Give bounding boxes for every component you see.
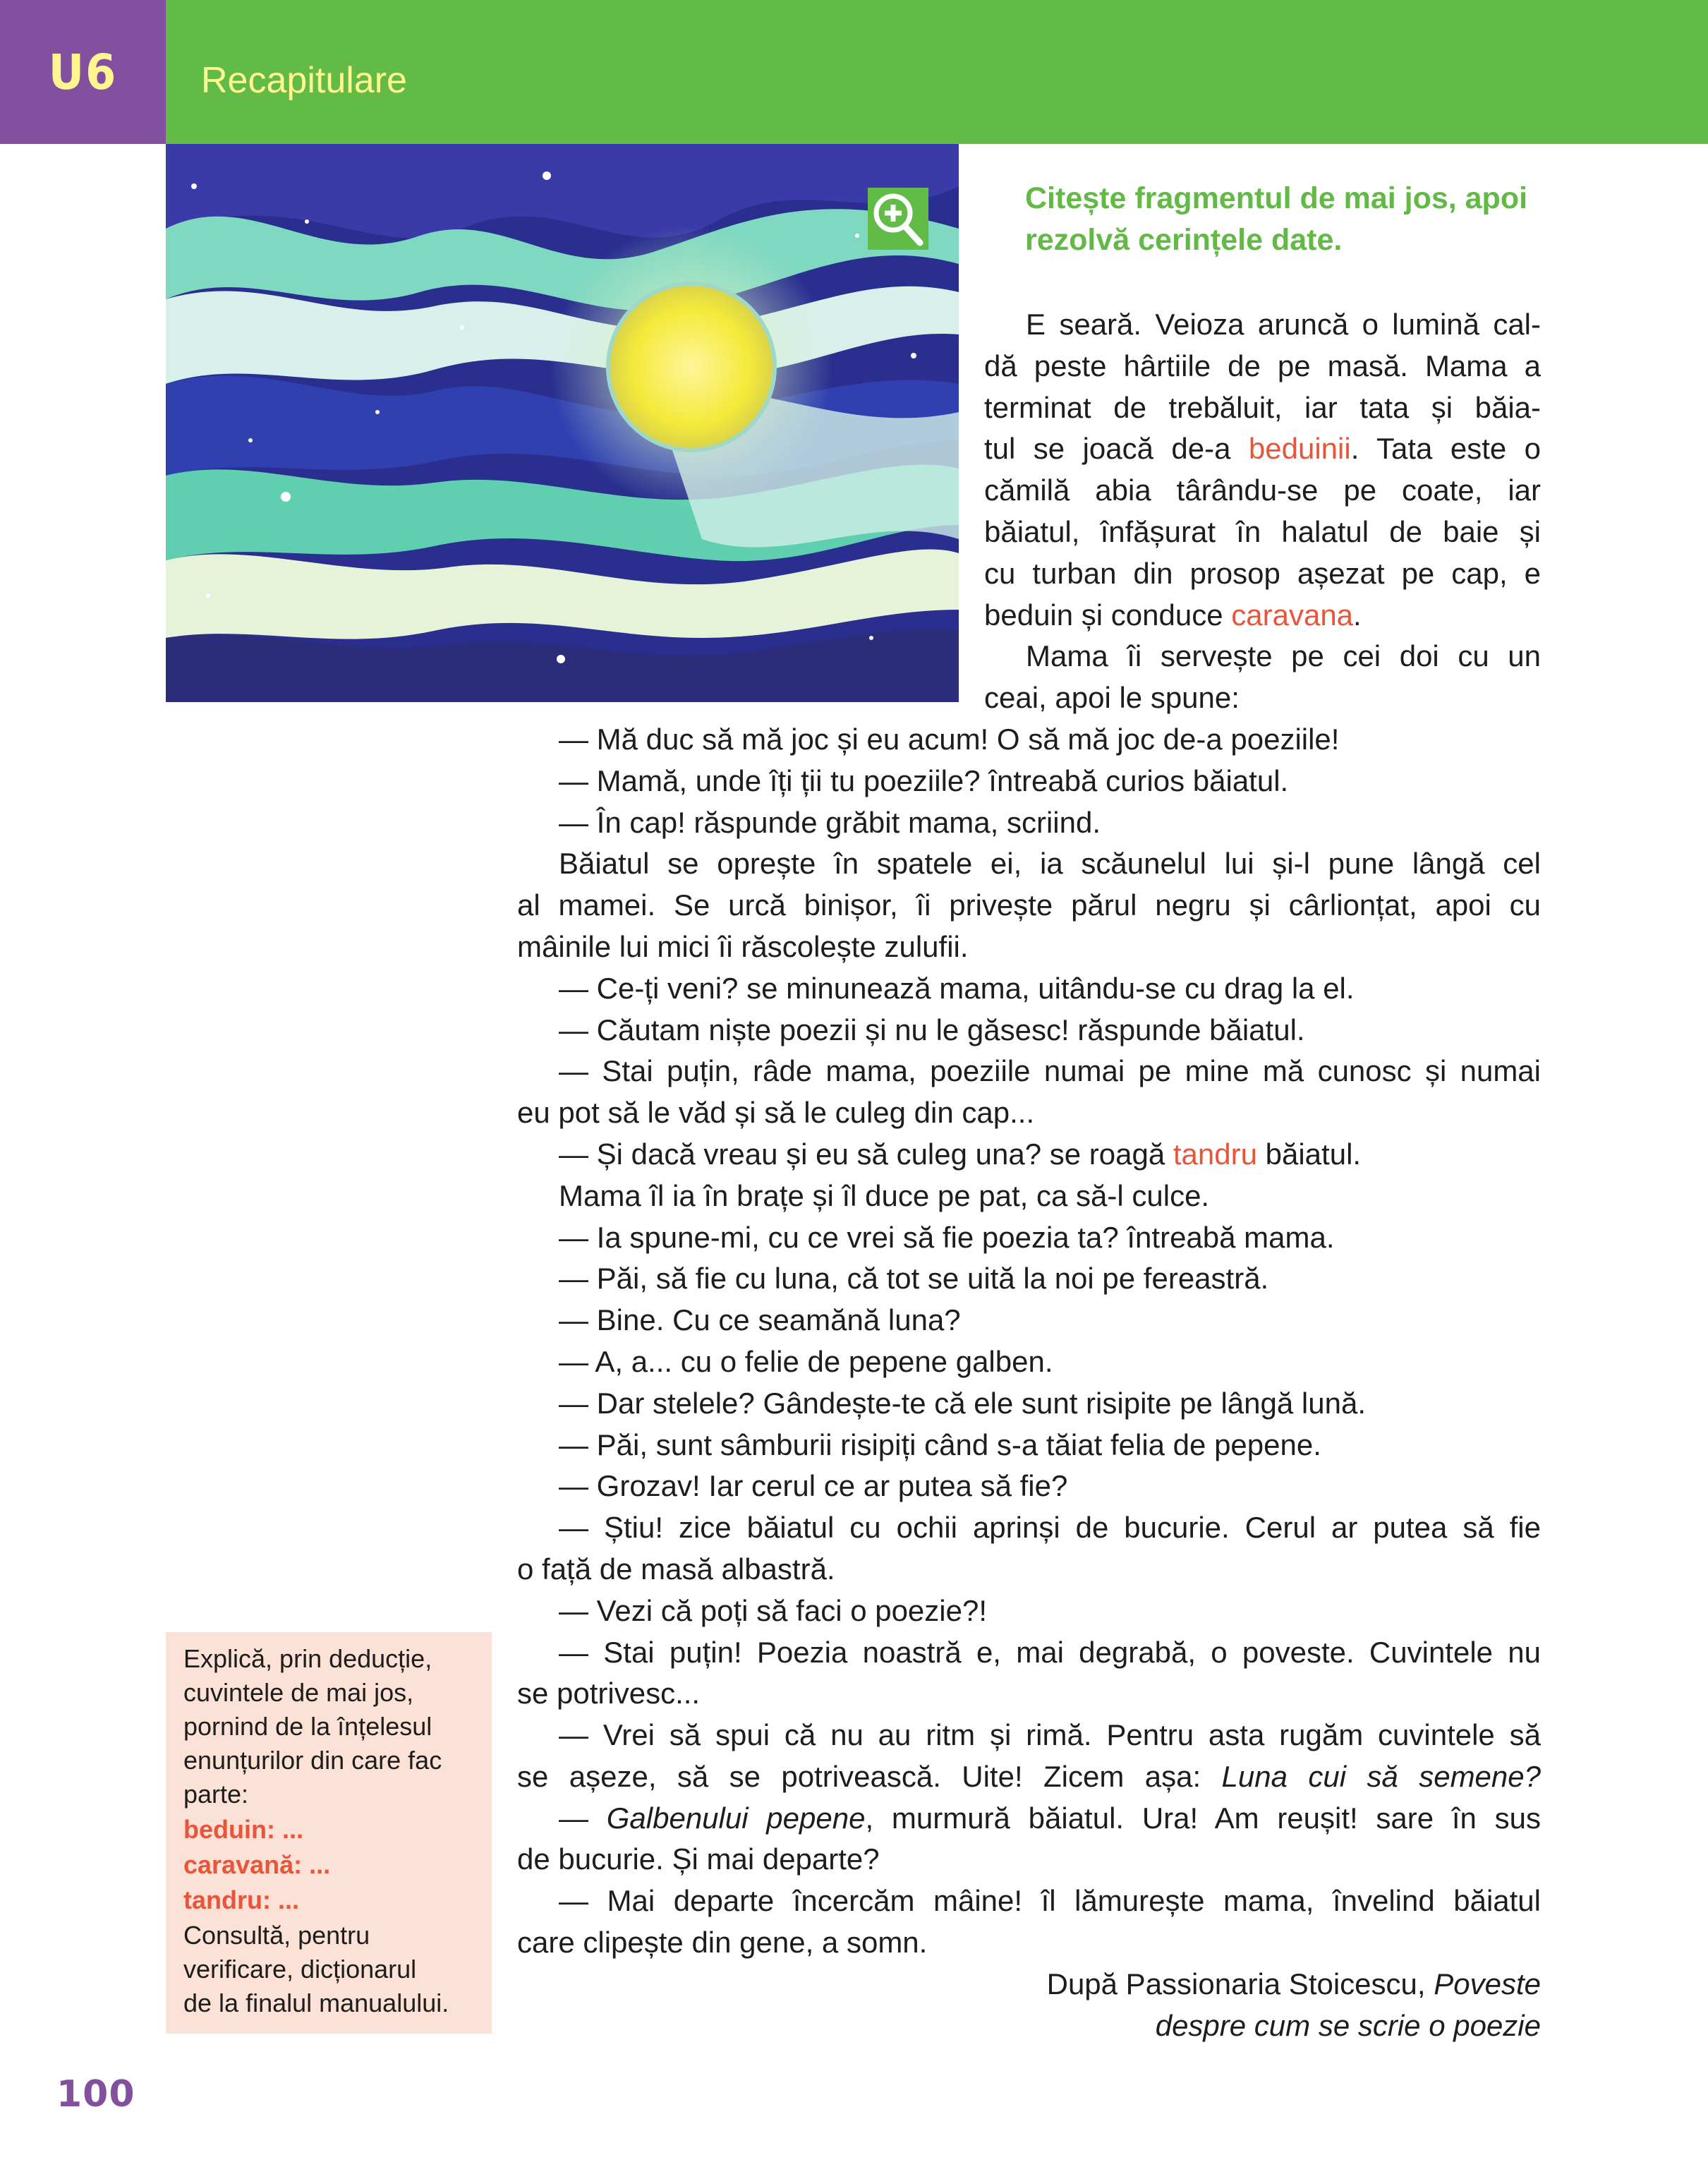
story-line: cămilă abia târându-se pe coate, iar	[984, 473, 1541, 507]
text: .	[1353, 598, 1362, 632]
box-text: Explică, prin deducție,	[183, 1644, 432, 1673]
text: tul se joacă de-a	[984, 432, 1249, 466]
story-line: — În cap! răspunde grăbit mama, scriind.	[559, 805, 1101, 839]
italic-verse: Luna cui să semene?	[1221, 1759, 1541, 1793]
story-line: băiatul, înfășurat în halatul de baie și	[984, 514, 1541, 548]
story-line: — Vrei să spui că nu au ritm și rimă. Pentru asta rugăm cuvintele să	[559, 1718, 1541, 1752]
text: . Tata este o	[1350, 432, 1541, 466]
story-line: eu pot să le văd și să le culeg din cap...	[517, 1096, 1035, 1130]
source-attribution	[517, 1964, 1541, 2005]
vocab-word-caravana: caravană: ...	[183, 1850, 331, 1879]
glossary-word-caravana: caravana	[1231, 598, 1354, 632]
story-line	[517, 1756, 1541, 1798]
header-bar	[166, 0, 1708, 144]
box-text: enunțurilor din care fac	[183, 1746, 442, 1775]
story-line: — Păi, sunt sâmburii risipiți când s-a tăiat felia de pepene.	[559, 1427, 1321, 1461]
story-line: — A, a... cu o felie de pepene galben.	[559, 1344, 1053, 1378]
story-line: mâinile lui mici îi răscolește zulufii.	[517, 929, 969, 963]
page-title: Recapitulare	[201, 60, 407, 101]
zoom-in-button[interactable]	[868, 188, 928, 250]
story-line: — Stai puțin, râde mama, poeziile numai pe mine mă cunosc și numai	[559, 1054, 1541, 1088]
glossary-word-tandru: tandru	[1173, 1137, 1257, 1171]
exercise-instruction	[1025, 178, 1561, 261]
instruction-line: Citește fragmentul de mai jos, apoi	[1025, 181, 1528, 215]
text: , murmură băiatul. Ura! Am reușit! sare în sus	[865, 1801, 1541, 1835]
story-line: — Ce-ți veni? se minunează mama, uitându-se cu drag la el.	[559, 971, 1355, 1005]
story-line: — Căutam niște poezii și nu le găsesc! răspunde băiatul.	[559, 1013, 1305, 1046]
box-text: parte:	[183, 1780, 249, 1809]
story-text	[517, 304, 1541, 2046]
text: —	[559, 1801, 607, 1835]
story-line: Mama îl ia în brațe și îl duce pe pat, ca să-l culce.	[559, 1178, 1210, 1212]
unit-badge	[0, 0, 166, 144]
story-line: — Vezi că poți să faci o poezie?!	[559, 1593, 988, 1627]
zoom-in-icon	[868, 188, 928, 250]
vocabulary-box	[166, 1632, 492, 2034]
story-line	[984, 428, 1541, 470]
vocab-word-beduin: beduin: ...	[183, 1815, 303, 1844]
text: băiatul.	[1256, 1137, 1362, 1171]
glossary-word-beduinii: beduinii	[1248, 432, 1351, 466]
story-line: dă peste hârtiile de pe masă. Mama a	[984, 349, 1541, 382]
instruction-line: rezolvă cerințele date.	[1025, 223, 1343, 257]
page-number: 100	[56, 2073, 135, 2115]
box-text: cuvintele de mai jos,	[183, 1678, 414, 1707]
story-line: — Mai departe încercăm mâine! îl lămurește mama, învelind băiatul	[559, 1884, 1541, 1918]
story-line: — Mă duc să mă joc și eu acum! O să mă joc de-a poeziile!	[559, 722, 1340, 756]
box-text: pornind de la înțelesul	[183, 1712, 432, 1741]
story-line: E seară. Veioza aruncă o lumină cal-	[1026, 308, 1541, 341]
story-line: ceai, apoi le spune:	[984, 681, 1240, 715]
story-line: — Păi, să fie cu luna, că tot se uită la noi pe fereastră.	[559, 1262, 1269, 1296]
box-text: verificare, dicționarul	[183, 1955, 417, 1984]
italic-verse: Galbenului pepene	[606, 1801, 866, 1835]
story-line: Băiatul se oprește în spatele ei, ia scăunelul lui și-l pune lângă cel	[559, 847, 1541, 881]
story-line	[984, 595, 1541, 636]
vocab-word-tandru: tandru: ...	[183, 1885, 299, 1914]
story-line: care clipește din gene, a somn.	[517, 1926, 928, 1960]
story-line	[517, 1798, 1541, 1840]
story-line: terminat de trebăluit, iar tata și băia-	[984, 390, 1541, 424]
story-line: de bucurie. Și mai departe?	[517, 1842, 880, 1876]
story-line: Mama îi servește pe cei doi cu un	[1026, 639, 1541, 673]
source-author: După Passionaria Stoicescu,	[1046, 1967, 1434, 2000]
story-line	[517, 1134, 1541, 1176]
box-text: de la finalul manualului.	[183, 1988, 449, 2017]
story-line: se potrivesc...	[517, 1677, 701, 1710]
story-line: — Bine. Cu ce seamănă luna?	[559, 1303, 961, 1337]
story-line: — Știu! zice băiatul cu ochii aprinși de bucurie. Cerul ar putea să fie	[559, 1511, 1541, 1545]
story-line: al mamei. Se urcă binișor, îi privește părul negru și cârlionțat, apoi cu	[517, 888, 1541, 922]
story-line: cu turban din prosop așezat pe cap, e	[984, 556, 1541, 590]
source-title: Poveste	[1434, 1967, 1541, 2000]
story-line: — Ia spune-mi, cu ce vrei să fie poezia ta? întreabă mama.	[559, 1220, 1335, 1254]
story-line: o față de masă albastră.	[517, 1552, 835, 1586]
story-line: — Grozav! Iar cerul ce ar putea să fie?	[559, 1469, 1068, 1503]
story-line: — Stai puțin! Poezia noastră e, mai degrabă, o poveste. Cuvintele nu	[559, 1635, 1541, 1669]
box-text: Consultă, pentru	[183, 1921, 370, 1950]
text: beduin și conduce	[984, 598, 1232, 632]
text: — Și dacă vreau și eu să culeg una? se roagă	[559, 1137, 1173, 1171]
unit-label: U6	[48, 43, 118, 101]
story-line: — Mamă, unde îți ții tu poeziile? întreabă curios băiatul.	[559, 763, 1289, 797]
story-line: — Dar stelele? Gândește-te că ele sunt risipite pe lângă lună.	[559, 1386, 1366, 1420]
text: se așeze, să se potrivească. Uite! Zicem așa:	[517, 1759, 1222, 1793]
source-title-cont: despre cum se scrie o poezie	[1155, 2008, 1541, 2042]
